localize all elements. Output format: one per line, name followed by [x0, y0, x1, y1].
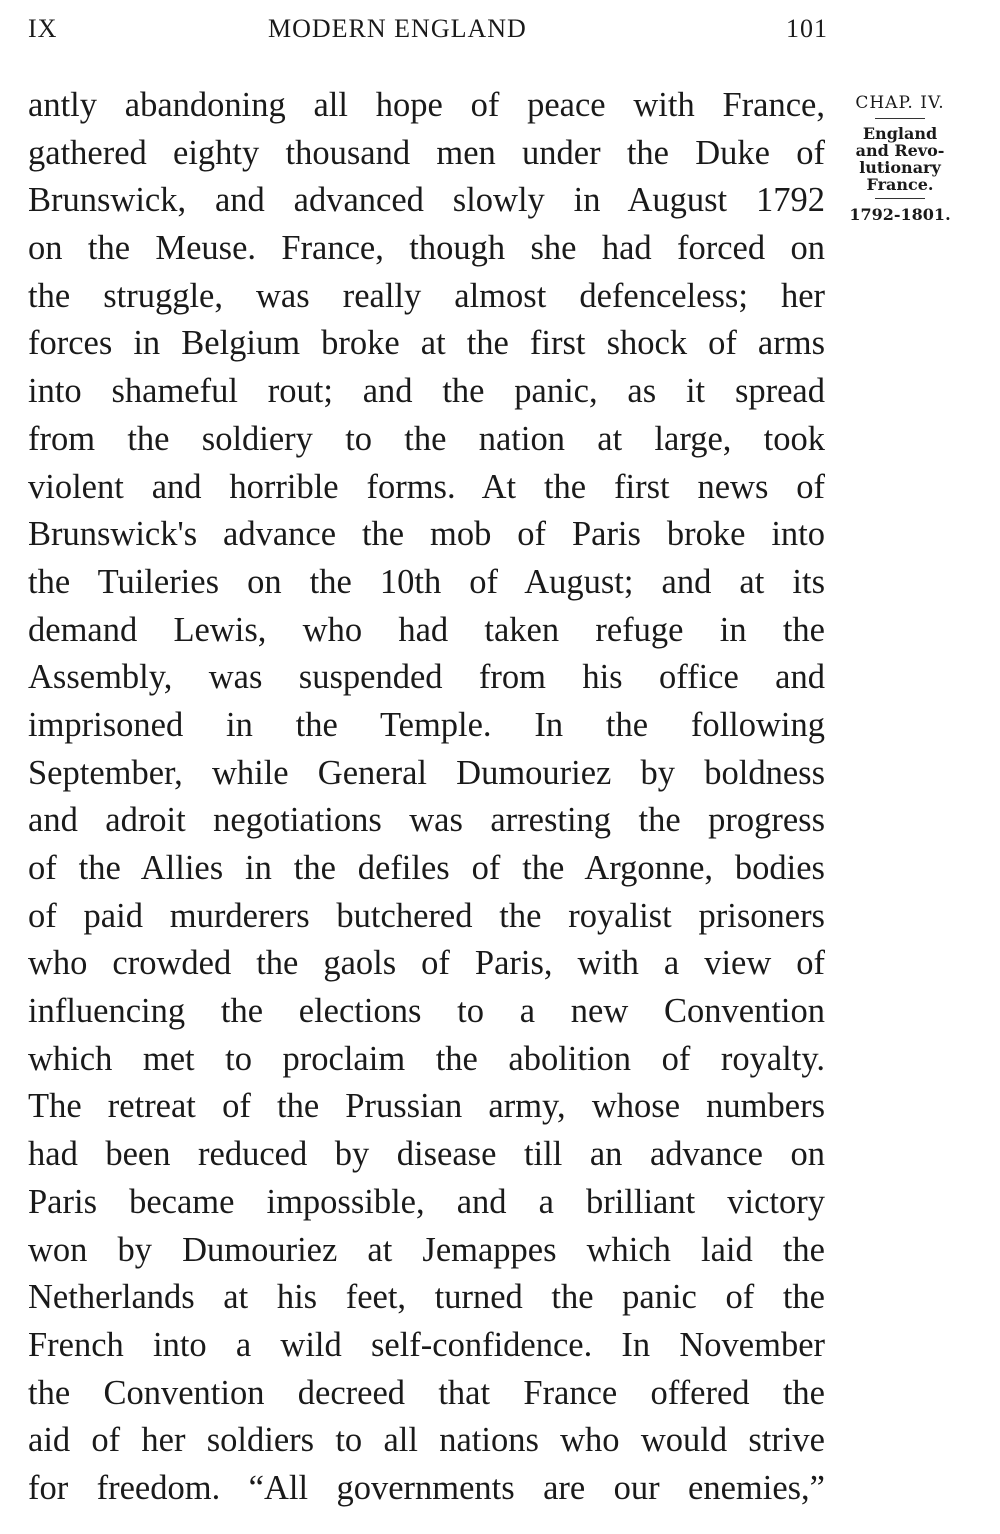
- text-line: who crowded the gaols of Paris, with a view of: [28, 944, 825, 983]
- sidenote-rule: [875, 118, 925, 119]
- text-line: September, while General Dumouriez by boldness: [28, 753, 825, 792]
- body-text: [28, 82, 825, 1513]
- running-title: MODERN ENGLAND: [268, 14, 527, 43]
- text-line: won by Dumouriez at Jemappes which laid the: [28, 1230, 825, 1269]
- text-line: the Tuileries on the 10th of August; and at its: [28, 562, 825, 601]
- text-line: and adroit negotiations was arresting the progress: [28, 801, 825, 840]
- text-line: of the Allies in the defiles of the Argonne, bodies: [28, 849, 825, 887]
- running-header: [28, 14, 828, 48]
- text-line: Paris became impossible, and a brilliant victory: [28, 1182, 825, 1221]
- text-line: The retreat of the Prussian army, whose numbers: [28, 1087, 825, 1126]
- text-line: the struggle, was really almost defenceless; her: [28, 276, 825, 315]
- sidenote-topic-line: France.: [866, 175, 934, 194]
- text-line: forces in Belgium broke at the first shock of arms: [28, 324, 825, 363]
- text-line: gathered eighty thousand men under the Duke of: [28, 133, 825, 172]
- sidenote-topic-line: England: [862, 124, 938, 143]
- sidenote-topic-line: lutionary: [859, 158, 941, 177]
- text-line: had been reduced by disease till an advance on: [28, 1135, 825, 1174]
- page-number: 101: [786, 14, 828, 43]
- text-line: imprisoned in the Temple. In the following: [28, 705, 825, 744]
- margin-sidenote: [838, 93, 962, 224]
- text-line: Brunswick's advance the mob of Paris broke into: [28, 515, 825, 554]
- text-line: Assembly, was suspended from his office and: [28, 658, 825, 697]
- chapter-numeral: IX: [28, 14, 58, 43]
- text-line: of paid murderers butchered the royalist prisoners: [28, 896, 825, 935]
- sidenote-topic-line: and Revo-: [855, 141, 945, 160]
- sidenote-dates: 1792-1801.: [849, 205, 951, 224]
- text-line: influencing the elections to a new Convention: [28, 992, 825, 1031]
- sidenote-chapter: CHAP. IV.: [855, 93, 945, 113]
- text-line: Brunswick, and advanced slowly in August 1792: [28, 181, 825, 220]
- text-line: demand Lewis, who had taken refuge in the: [28, 610, 825, 649]
- text-line: into shameful rout; and the panic, as it spread: [28, 372, 825, 411]
- text-line: Netherlands at his feet, turned the panic of the: [28, 1278, 825, 1317]
- text-line: aid of her soldiers to all nations who would strive: [28, 1421, 825, 1460]
- text-line: French into a wild self-confidence. In November: [28, 1325, 825, 1364]
- text-line: which met to proclaim the abolition of royalty.: [28, 1039, 825, 1078]
- text-line: on the Meuse. France, though she had forced on: [28, 229, 825, 268]
- text-line: from the soldiery to the nation at large, took: [28, 419, 825, 458]
- text-line: for freedom. “All governments are our enemies,”: [28, 1468, 825, 1507]
- sidenote-rule: [875, 198, 925, 199]
- text-line: violent and horrible forms. At the first news of: [28, 467, 825, 506]
- text-line: antly abandoning all hope of peace with France,: [28, 86, 825, 124]
- text-line: the Convention decreed that France offered the: [28, 1373, 825, 1412]
